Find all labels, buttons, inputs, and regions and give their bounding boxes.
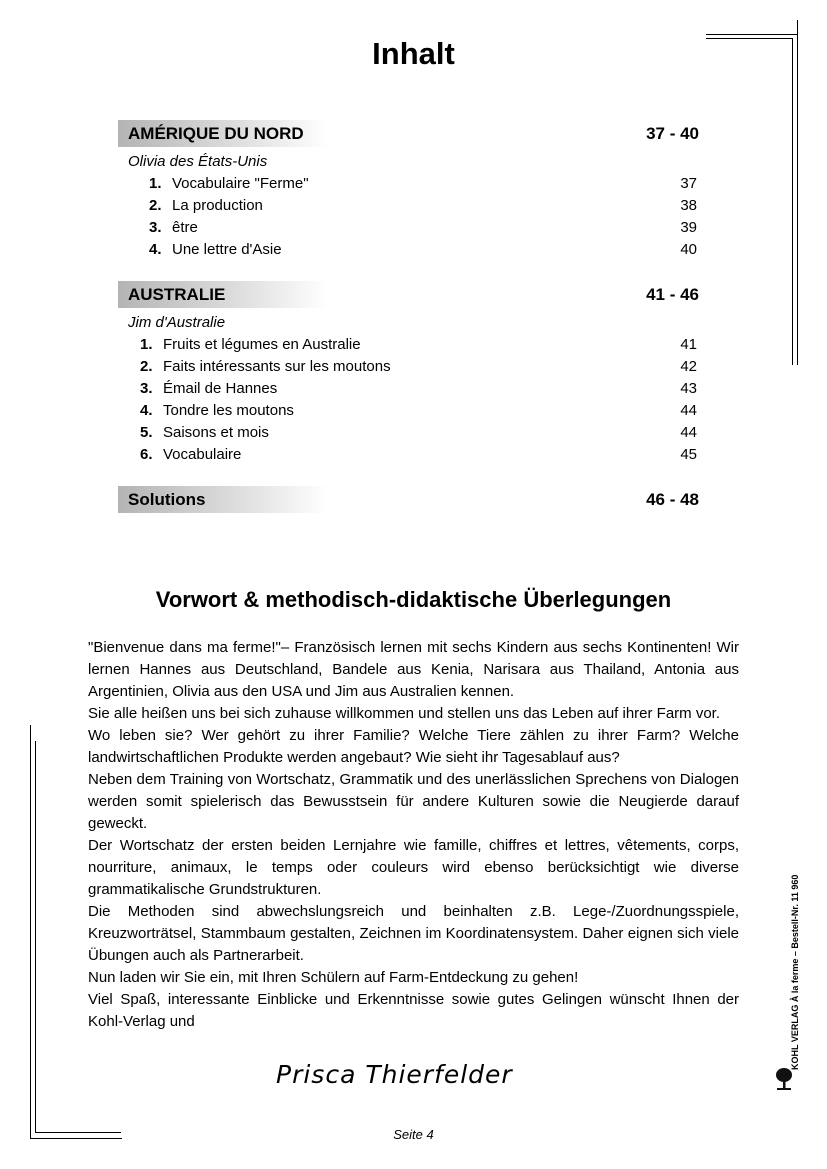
toc-item-page: 44: [680, 402, 697, 419]
section-label: AMÉRIQUE DU NORD: [128, 124, 304, 143]
toc-item-page: 44: [680, 424, 697, 441]
frame-bottom-left-v2: [35, 741, 36, 1132]
section-label: AUSTRALIE: [128, 285, 226, 304]
foreword-paragraph: Neben dem Training von Wortschatz, Grammatik und des unerlässlichen Sprechens von Dialogen werden somit spielerisch das Bewusstsein für andere Kulturen sowie die Neugierde darauf geweckt.: [88, 771, 739, 832]
foreword-paragraph: Nun laden wir Sie ein, mit Ihren Schülern auf Farm-Entdeckung zu gehen!: [88, 969, 579, 986]
toc-item: [140, 334, 361, 356]
section-pages: 41 - 46: [646, 285, 699, 304]
section-pages: 37 - 40: [646, 124, 699, 143]
toc-item-number: 4.: [140, 402, 153, 419]
foreword-body: [88, 637, 739, 1033]
toc-item-page: 43: [680, 380, 697, 397]
tree-logo-icon: [772, 1066, 796, 1092]
frame-top-right-v2: [792, 38, 793, 365]
page-title: Inhalt: [372, 36, 455, 71]
frame-top-right-h1: [706, 34, 798, 35]
toc-item-text: Tondre les moutons: [163, 402, 294, 419]
toc-item: [149, 195, 263, 217]
foreword-paragraph: Sie alle heißen uns bei sich zuhause willkommen und stellen uns das Leben auf ihrer Farm vor.: [88, 705, 721, 722]
section-subtitle: Olivia des États-Unis: [128, 153, 268, 170]
toc-item-text: Une lettre d'Asie: [172, 241, 282, 258]
toc-item-text: Saisons et mois: [163, 424, 269, 441]
toc-item: [140, 356, 391, 378]
foreword-title: Vorwort & methodisch-didaktische Überlegungen: [155, 587, 672, 612]
toc-item-number: 6.: [140, 446, 153, 463]
section-pages: 46 - 48: [646, 490, 699, 509]
toc-item: [149, 217, 198, 239]
foreword-paragraph: Wo leben sie? Wer gehört zu ihrer Familie? Welche Tiere zählen zu ihrer Farm? Welche landwirtschaftlichen Produkte werden angebaut? Wie sieht ihr Tagesablauf aus?: [88, 727, 739, 766]
toc-item: [149, 173, 309, 195]
toc-item: [140, 400, 294, 422]
foreword-paragraph: "Bienvenue dans ma ferme!"– Französisch lernen mit sechs Kindern aus sechs Kontinenten! Wir lernen Hannes aus Deutschland, Bandele aus Kenia, Narisara aus Thailand, Antonia aus Argentinien, Olivia aus den USA und Jim aus Australien kennen.: [88, 639, 739, 700]
toc-item-text: Vocabulaire "Ferme": [172, 175, 309, 192]
toc-item-text: Vocabulaire: [163, 446, 242, 463]
toc-item-page: 41: [680, 336, 697, 353]
toc-item-page: 40: [680, 241, 697, 258]
page-number: Seite 4: [393, 1127, 434, 1142]
toc-item: [140, 378, 277, 400]
toc-item: [140, 444, 241, 466]
toc-item-text: La production: [172, 197, 263, 214]
toc-item-number: 3.: [140, 380, 153, 397]
toc-item-text: Émail de Hannes: [163, 380, 278, 397]
toc-item-page: 42: [680, 358, 697, 375]
signature: Prisca Thierfelder: [276, 1060, 513, 1089]
toc-item: [140, 422, 269, 444]
toc-item-number: 1.: [140, 336, 153, 353]
foreword-paragraph: Viel Spaß, interessante Einblicke und Erkenntnisse sowie gutes Gelingen wünscht Ihnen der Kohl-Verlag und: [88, 991, 739, 1030]
foreword-paragraph: Die Methoden sind abwechslungsreich und beinhalten z.B. Lege-/Zuordnungsspiele, Kreuzworträtsel, Stammbaum gestalten, Zeichnen im Koordinatensystem. Daher eignen sich viele Übungen auch als Partnerarbeit.: [88, 903, 739, 964]
toc-item: [149, 239, 282, 261]
frame-bottom-left-v1: [30, 725, 31, 1138]
toc-item-text: être: [172, 219, 198, 236]
toc-item-number: 4.: [149, 241, 162, 258]
toc-item-number: 5.: [140, 424, 153, 441]
foreword-paragraph: Der Wortschatz der ersten beiden Lernjahre wie famille, chiffres et lettres, vêtements, corps, nourriture, animaux, le temps oder couleurs wird ebenso berücksichtigt wie diverse grammatikalische Grundstrukturen.: [88, 837, 739, 898]
toc-item-page: 39: [680, 219, 697, 236]
toc-item-text: Faits intéressants sur les moutons: [163, 358, 391, 375]
toc-item-page: 45: [680, 446, 697, 463]
toc-item-number: 1.: [149, 175, 162, 192]
section-label: Solutions: [128, 490, 206, 509]
toc-item-number: 2.: [149, 197, 162, 214]
toc-item-page: 38: [680, 197, 697, 214]
toc-item-text: Fruits et légumes en Australie: [163, 336, 361, 353]
section-subtitle: Jim d'Australie: [128, 314, 226, 331]
toc-item-number: 2.: [140, 358, 153, 375]
publisher-side-text: KOHL VERLAG À la ferme – Bestell-Nr. 11 960: [790, 874, 800, 1070]
toc-item-page: 37: [680, 175, 697, 192]
toc-item-number: 3.: [149, 219, 162, 236]
